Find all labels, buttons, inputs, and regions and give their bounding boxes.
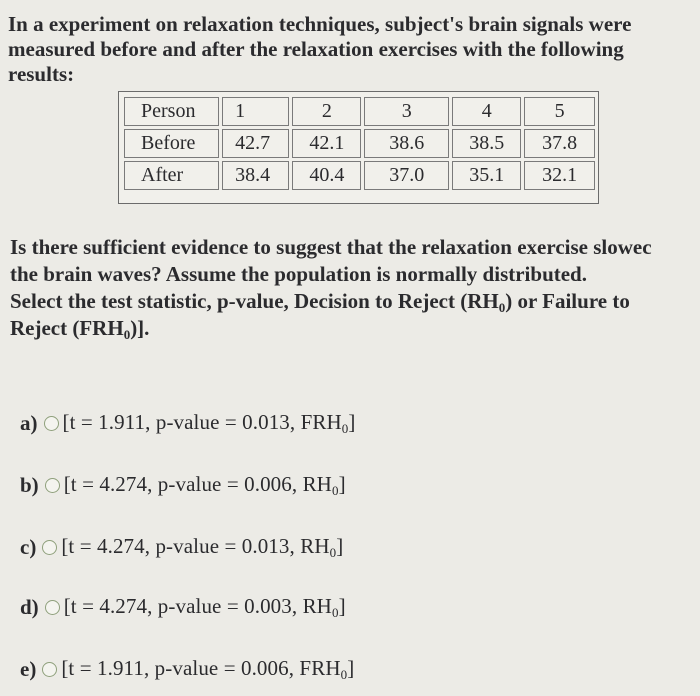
subscript: 0 — [329, 544, 337, 560]
table-row — [124, 161, 595, 190]
option-text-part: ] — [336, 533, 344, 558]
subscript: 0 — [331, 604, 339, 620]
table-cell: 40.4 — [292, 161, 361, 190]
question-text — [10, 234, 700, 342]
answer-option-b[interactable] — [20, 471, 346, 499]
table-cell: 42.1 — [292, 129, 361, 158]
data-table — [118, 91, 599, 204]
answer-option-e[interactable] — [20, 655, 354, 683]
table-cell: 37.0 — [364, 161, 449, 190]
table-cell: 35.1 — [452, 161, 521, 190]
table-row-label: Before — [124, 129, 219, 158]
radio-button[interactable] — [42, 540, 57, 555]
option-text[interactable] — [64, 472, 346, 499]
subscript: 0 — [123, 327, 131, 342]
question-line: Is there sufficient evidence to suggest that the relaxation exercise slowec — [10, 235, 652, 259]
option-text-part: [t = 4.274, p-value = 0.003, RH — [63, 593, 332, 618]
table-header-cell: 4 — [452, 97, 521, 126]
option-text[interactable] — [61, 656, 354, 683]
data-grid — [121, 94, 598, 193]
table-cell: 32.1 — [524, 161, 595, 190]
question-text-part: )]. — [130, 316, 150, 340]
question-line — [10, 315, 700, 342]
problem-intro — [8, 12, 698, 87]
question-text-part: Select the test statistic, p-value, Decision to Reject (RH — [10, 289, 499, 313]
option-text-part: [t = 4.274, p-value = 0.006, RH — [63, 471, 332, 496]
option-text-part: [t = 4.274, p-value = 0.013, RH — [61, 533, 330, 558]
option-text-part: ] — [338, 471, 346, 496]
radio-button[interactable] — [44, 416, 59, 431]
question-text-part: Reject (FRH — [10, 316, 124, 340]
option-text[interactable] — [63, 410, 356, 437]
option-text-part: ] — [338, 593, 346, 618]
table-cell: 42.7 — [222, 129, 289, 158]
option-text-part: [t = 1.911, p-value = 0.013, FRH — [62, 409, 342, 434]
option-text[interactable] — [64, 594, 346, 621]
answer-option-a[interactable] — [20, 409, 355, 437]
option-letter: e) — [20, 656, 37, 681]
question-line — [10, 288, 700, 315]
option-text-part: ] — [348, 409, 356, 434]
table-header-cell: 1 — [222, 97, 289, 126]
option-text-part: ] — [347, 655, 355, 680]
option-letter: d) — [20, 594, 39, 619]
table-header-cell: 2 — [292, 97, 361, 126]
question-text-part: ) or Failure to — [505, 289, 630, 313]
answer-option-c[interactable] — [20, 533, 343, 561]
intro-line: results: — [8, 62, 75, 86]
subscript: 0 — [340, 666, 348, 682]
subscript: 0 — [498, 300, 506, 315]
question-line: the brain waves? Assume the population is normally distributed. — [10, 262, 587, 286]
table-header-cell: 5 — [524, 97, 595, 126]
radio-button[interactable] — [45, 600, 60, 615]
option-letter: a) — [20, 410, 38, 435]
table-cell: 38.5 — [452, 129, 521, 158]
table-header-cell: 3 — [364, 97, 449, 126]
radio-button[interactable] — [42, 662, 57, 677]
option-letter: b) — [20, 472, 39, 497]
answer-option-d[interactable] — [20, 593, 346, 621]
option-text[interactable] — [61, 534, 343, 561]
option-letter: c) — [20, 534, 37, 559]
intro-line: In a experiment on relaxation techniques, subject's brain signals were — [8, 12, 632, 36]
table-row-label: After — [124, 161, 219, 190]
table-row — [124, 129, 595, 158]
table-header-label: Person — [124, 97, 219, 126]
table-header-row — [124, 97, 595, 126]
intro-line: measured before and after the relaxation exercises with the following — [8, 37, 624, 61]
table-cell: 38.4 — [222, 161, 289, 190]
subscript: 0 — [341, 420, 349, 436]
option-text-part: [t = 1.911, p-value = 0.006, FRH — [61, 655, 341, 680]
table-cell: 37.8 — [524, 129, 595, 158]
radio-button[interactable] — [45, 478, 60, 493]
table-cell: 38.6 — [364, 129, 449, 158]
subscript: 0 — [331, 482, 339, 498]
